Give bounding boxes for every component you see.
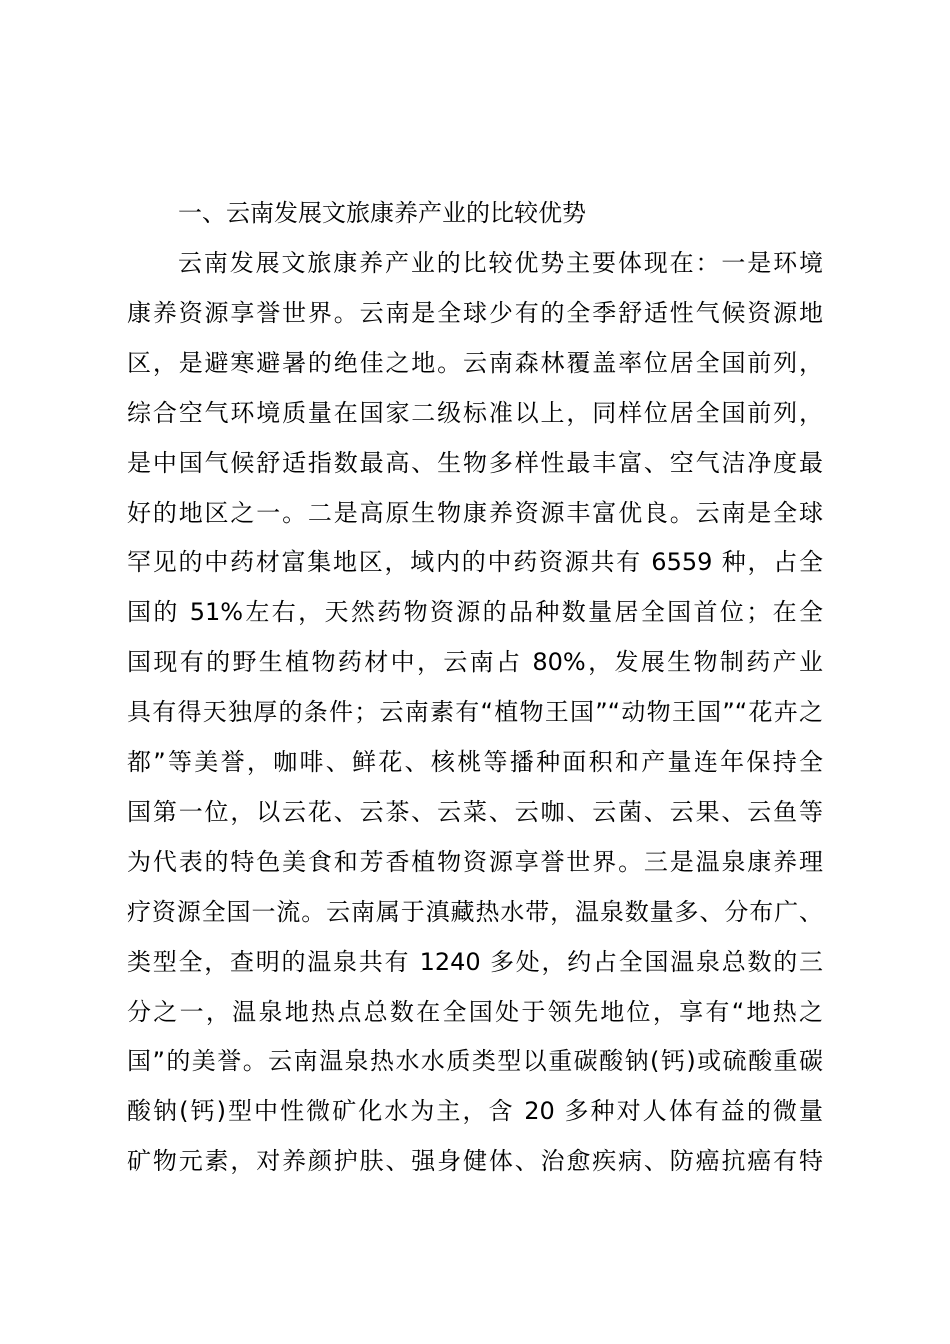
paragraph-line: 国第一位，以云花、云茶、云菜、云咖、云菌、云果、云鱼等 bbox=[127, 797, 823, 826]
paragraph-line: 都”等美誉，咖啡、鲜花、核桃等播种面积和产量连年保持全 bbox=[127, 748, 823, 776]
paragraph-line: 为代表的特色美食和芳香植物资源享誉世界。三是温泉康养理 bbox=[127, 847, 823, 876]
paragraph-line: 罕见的中药材富集地区，域内的中药资源共有 6559 种，占全 bbox=[127, 548, 823, 577]
paragraph-line: 好的地区之一。二是高原生物康养资源丰富优良。云南是全球 bbox=[127, 498, 823, 527]
paragraph-line: 国”的美誉。云南温泉热水水质类型以重碳酸钠(钙)或硫酸重碳 bbox=[127, 1047, 823, 1076]
paragraph-line: 国的 51%左右，天然药物资源的品种数量居全国首位；在全 bbox=[127, 598, 823, 627]
paragraph-line: 分之一，温泉地热点总数在全国处于领先地位，享有“地热之 bbox=[127, 997, 823, 1026]
paragraph-line: 国现有的野生植物药材中，云南占 80%，发展生物制药产业 bbox=[127, 648, 823, 677]
paragraph-line: 疗资源全国一流。云南属于滇藏热水带，温泉数量多、分布广、 bbox=[127, 897, 823, 926]
paragraph-line: 是中国气候舒适指数最高、生物多样性最丰富、空气洁净度最 bbox=[127, 448, 823, 477]
paragraph-line: 康养资源享誉世界。云南是全球少有的全季舒适性气候资源地 bbox=[127, 298, 823, 327]
paragraph-line: 矿物元素，对养颜护肤、强身健体、治愈疾病、防癌抗癌有特 bbox=[127, 1147, 823, 1176]
paragraph-line: 类型全，查明的温泉共有 1240 多处，约占全国温泉总数的三 bbox=[127, 947, 823, 976]
paragraph-line: 综合空气环境质量在国家二级标准以上，同样位居全国前列， bbox=[127, 398, 823, 427]
paragraph-line: 云南发展文旅康养产业的比较优势主要体现在：一是环境 bbox=[178, 249, 823, 277]
paragraph-line: 区，是避寒避暑的绝佳之地。云南森林覆盖率位居全国前列， bbox=[127, 348, 823, 377]
section-heading: 一、云南发展文旅康养产业的比较优势 bbox=[178, 199, 586, 227]
paragraph-line: 具有得天独厚的条件；云南素有“植物王国”“动物王国”“花卉之 bbox=[127, 698, 823, 727]
paragraph-line: 酸钠(钙)型中性微矿化水为主，含 20 多种对人体有益的微量 bbox=[127, 1097, 823, 1126]
